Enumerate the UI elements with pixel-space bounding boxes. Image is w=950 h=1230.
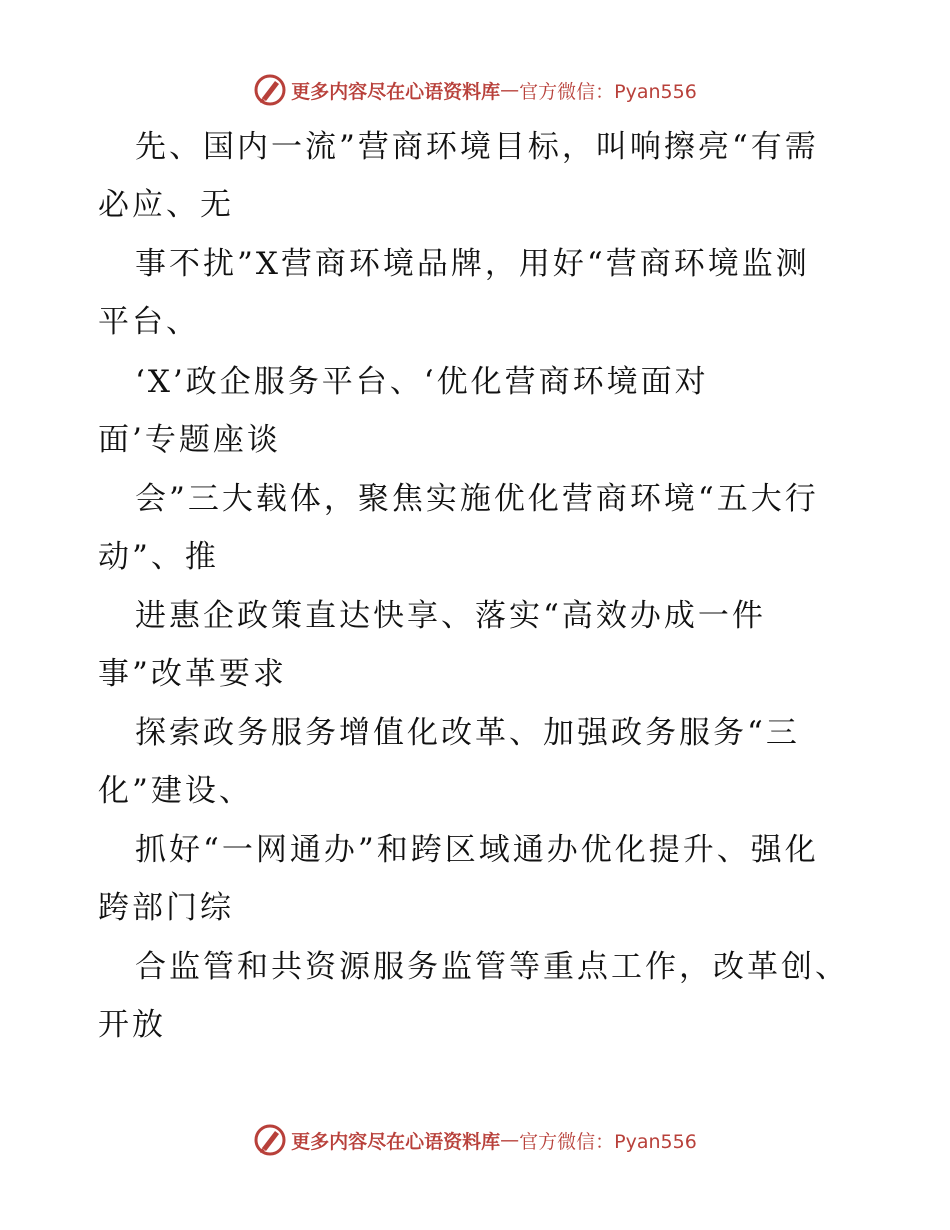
body-line-10: 事”改革要求 [98, 656, 287, 692]
pen-logo-icon [253, 73, 287, 107]
body-line-6: 面’专题座谈 [98, 422, 281, 458]
body-line-9: 进惠企政策直达快享、落实“高效办成一件 [135, 598, 766, 634]
body-line-1: 先、国内一流”营商环境目标，叫响擦亮“有需 [135, 129, 819, 165]
body-line-3: 事不扰”X营商环境品牌，用好“营商环境监测 [135, 246, 810, 282]
header-banner [0, 70, 950, 110]
header-wechat: 官方微信：Pyan556 [519, 80, 697, 103]
body-line-7: 会”三大载体，聚焦实施优化营商环境“五大行 [135, 481, 819, 517]
body-line-13: 抓好“一网通办”和跨区域通办优化提升、强化 [135, 832, 819, 868]
header-site-name: 更多内容尽在心语资料库 [291, 80, 501, 103]
footer-site-name: 更多内容尽在心语资料库 [291, 1130, 501, 1153]
body-line-5: ‘X’政企服务平台、‘优化营商环境面对 [135, 364, 709, 400]
body-line-12: 化”建设、 [98, 773, 253, 809]
footer-banner [0, 1120, 950, 1160]
pen-logo-icon [253, 1123, 287, 1157]
body-line-2: 必应、无 [98, 187, 234, 223]
footer-wechat: 官方微信：Pyan556 [519, 1130, 697, 1153]
body-line-16: 开放 [98, 1007, 166, 1043]
body-line-15: 合监管和共资源服务监管等重点工作，改革创、 [135, 949, 849, 985]
header-separator: — [500, 79, 520, 101]
body-line-4: 平台、 [98, 304, 200, 340]
body-line-11: 探索政务服务增值化改革、加强政务服务“三 [135, 715, 800, 751]
footer-separator: — [500, 1129, 520, 1151]
body-line-8: 动”、推 [98, 539, 219, 575]
body-line-14: 跨部门综 [98, 890, 234, 926]
